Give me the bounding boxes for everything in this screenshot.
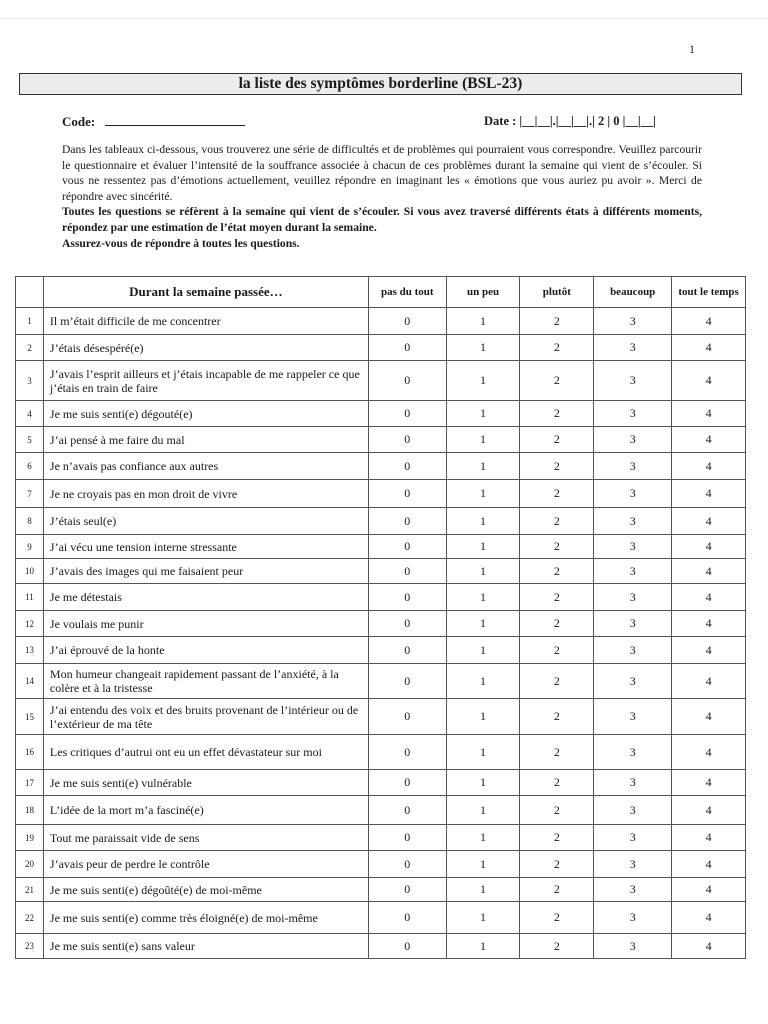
header-scale-0: pas du tout — [368, 277, 446, 308]
rating-option-4[interactable]: 4 — [672, 611, 746, 637]
row-question: J’avais l’esprit ailleurs et j’étais incapable de me rappeler ce que j’étais en train de faire — [43, 361, 368, 401]
table-row — [16, 480, 746, 508]
rating-option-0[interactable]: 0 — [368, 559, 446, 584]
rating-option-2[interactable]: 2 — [520, 535, 594, 559]
rating-option-4[interactable]: 4 — [672, 664, 746, 699]
rating-option-4[interactable]: 4 — [672, 770, 746, 796]
row-question: Je me suis senti(e) vulnérable — [43, 770, 368, 796]
rating-option-4[interactable]: 4 — [672, 335, 746, 361]
rating-option-2[interactable]: 2 — [520, 770, 594, 796]
table-row — [16, 508, 746, 535]
rating-option-4[interactable]: 4 — [672, 699, 746, 735]
rating-option-0[interactable]: 0 — [368, 308, 446, 335]
table-header-row — [16, 277, 746, 308]
row-question: Mon humeur changeait rapidement passant de l’anxiété, à la colère et à la tristesse — [43, 664, 368, 699]
table-row — [16, 934, 746, 959]
row-number: 19 — [16, 825, 44, 851]
rating-option-0[interactable]: 0 — [368, 796, 446, 825]
rating-option-4[interactable]: 4 — [672, 796, 746, 825]
row-question: Je voulais me punir — [43, 611, 368, 637]
header-scale-3: beaucoup — [594, 277, 672, 308]
page-number: 1 — [689, 42, 695, 56]
rating-option-2[interactable]: 2 — [520, 308, 594, 335]
rating-option-4[interactable]: 4 — [672, 480, 746, 508]
rating-option-1[interactable]: 1 — [446, 584, 520, 611]
table-row — [16, 851, 746, 878]
table-row — [16, 453, 746, 480]
rating-option-0[interactable]: 0 — [368, 361, 446, 401]
rating-option-0[interactable]: 0 — [368, 902, 446, 934]
instructions-paragraph: Dans les tableaux ci-dessous, vous trouverez une série de difficultés et de problèmes qui pourraient vous correspondre. Veuillez parcourir le questionnaire et évaluer l’intensité de la souffrance associée à chacun de ces problèmes durant la semaine qui vient de s’écouler. Si vous ne ressentez pas d’émotions actuellement, veuillez répondre en imaginant les « émotions que vous auriez pu avoir ». Merci de répondre avec sincérité. — [62, 143, 702, 203]
rating-option-2[interactable]: 2 — [520, 611, 594, 637]
header-question: Durant la semaine passée… — [43, 277, 368, 308]
rating-option-0[interactable]: 0 — [368, 480, 446, 508]
row-number: 7 — [16, 480, 44, 508]
rating-option-4[interactable]: 4 — [672, 878, 746, 902]
rating-option-1[interactable]: 1 — [446, 878, 520, 902]
rating-option-3[interactable]: 3 — [594, 401, 672, 427]
rating-option-1[interactable]: 1 — [446, 825, 520, 851]
row-question: Je me suis senti(e) dégoûté(e) de moi-même — [43, 878, 368, 902]
rating-option-0[interactable]: 0 — [368, 508, 446, 535]
rating-option-2[interactable]: 2 — [520, 480, 594, 508]
rating-option-3[interactable]: 3 — [594, 335, 672, 361]
rating-option-1[interactable]: 1 — [446, 637, 520, 664]
rating-option-3[interactable]: 3 — [594, 584, 672, 611]
rating-option-2[interactable]: 2 — [520, 361, 594, 401]
rating-option-1[interactable]: 1 — [446, 361, 520, 401]
symptom-table — [15, 276, 746, 959]
rating-option-3[interactable]: 3 — [594, 699, 672, 735]
table-row — [16, 796, 746, 825]
rating-option-1[interactable]: 1 — [446, 851, 520, 878]
row-question: J’étais seul(e) — [43, 508, 368, 535]
rating-option-3[interactable]: 3 — [594, 559, 672, 584]
table-row — [16, 535, 746, 559]
row-question: Je ne croyais pas en mon droit de vivre — [43, 480, 368, 508]
rating-option-3[interactable]: 3 — [594, 735, 672, 770]
rating-option-2[interactable]: 2 — [520, 825, 594, 851]
rating-option-1[interactable]: 1 — [446, 401, 520, 427]
header-scale-1: un peu — [446, 277, 520, 308]
rating-option-0[interactable]: 0 — [368, 934, 446, 959]
row-number: 23 — [16, 934, 44, 959]
code-label: Code: — [62, 114, 96, 129]
table-row — [16, 637, 746, 664]
code-field — [62, 114, 245, 130]
row-number: 17 — [16, 770, 44, 796]
rating-option-1[interactable]: 1 — [446, 308, 520, 335]
row-number: 22 — [16, 902, 44, 934]
rating-option-0[interactable]: 0 — [368, 637, 446, 664]
rating-option-4[interactable]: 4 — [672, 735, 746, 770]
row-number: 9 — [16, 535, 44, 559]
rating-option-3[interactable]: 3 — [594, 934, 672, 959]
rating-option-0[interactable]: 0 — [368, 427, 446, 453]
rating-option-4[interactable]: 4 — [672, 308, 746, 335]
rating-option-4[interactable]: 4 — [672, 584, 746, 611]
rating-option-1[interactable]: 1 — [446, 796, 520, 825]
rating-option-3[interactable]: 3 — [594, 825, 672, 851]
rating-option-0[interactable]: 0 — [368, 335, 446, 361]
table-row — [16, 878, 746, 902]
rating-option-4[interactable]: 4 — [672, 508, 746, 535]
rating-option-2[interactable]: 2 — [520, 902, 594, 934]
row-number: 1 — [16, 308, 44, 335]
rating-option-1[interactable]: 1 — [446, 508, 520, 535]
rating-option-2[interactable]: 2 — [520, 934, 594, 959]
rating-option-4[interactable]: 4 — [672, 401, 746, 427]
rating-option-2[interactable]: 2 — [520, 508, 594, 535]
rating-option-1[interactable]: 1 — [446, 699, 520, 735]
row-number: 3 — [16, 361, 44, 401]
row-number: 2 — [16, 335, 44, 361]
table-row — [16, 584, 746, 611]
row-question: Je me suis senti(e) comme très éloigné(e) de moi-même — [43, 902, 368, 934]
rating-option-4[interactable]: 4 — [672, 825, 746, 851]
header-scale-2: plutôt — [520, 277, 594, 308]
page-title: la liste des symptômes borderline (BSL-23) — [19, 73, 742, 95]
row-number: 8 — [16, 508, 44, 535]
rating-option-4[interactable]: 4 — [672, 559, 746, 584]
rating-option-1[interactable]: 1 — [446, 559, 520, 584]
rating-option-2[interactable]: 2 — [520, 453, 594, 480]
row-number: 21 — [16, 878, 44, 902]
row-number: 10 — [16, 559, 44, 584]
row-number: 12 — [16, 611, 44, 637]
row-number: 5 — [16, 427, 44, 453]
table-row — [16, 308, 746, 335]
row-question: J’avais peur de perdre le contrôle — [43, 851, 368, 878]
rating-option-3[interactable]: 3 — [594, 770, 672, 796]
instructions — [62, 142, 702, 251]
rating-option-0[interactable]: 0 — [368, 699, 446, 735]
rating-option-1[interactable]: 1 — [446, 664, 520, 699]
rating-option-4[interactable]: 4 — [672, 851, 746, 878]
rating-option-2[interactable]: 2 — [520, 796, 594, 825]
date-label: Date : — [484, 114, 517, 128]
rating-option-1[interactable]: 1 — [446, 453, 520, 480]
table-row — [16, 902, 746, 934]
row-question: L’idée de la mort m’a fasciné(e) — [43, 796, 368, 825]
row-question: J’avais des images qui me faisaient peur — [43, 559, 368, 584]
rating-option-0[interactable]: 0 — [368, 851, 446, 878]
row-number: 6 — [16, 453, 44, 480]
rating-option-0[interactable]: 0 — [368, 611, 446, 637]
table-row — [16, 559, 746, 584]
row-number: 14 — [16, 664, 44, 699]
instructions-bold-note: Toutes les questions se réfèrent à la semaine qui vient de s’écouler. Si vous avez traversé différents états à différents moments, répondez par une estimation de l’état moyen durant la semaine. — [62, 205, 702, 234]
rating-option-1[interactable]: 1 — [446, 480, 520, 508]
row-question: Les critiques d’autrui ont eu un effet dévastateur sur moi — [43, 735, 368, 770]
rating-option-3[interactable]: 3 — [594, 508, 672, 535]
rating-option-1[interactable]: 1 — [446, 735, 520, 770]
rating-option-2[interactable]: 2 — [520, 878, 594, 902]
rating-option-1[interactable]: 1 — [446, 902, 520, 934]
row-number: 15 — [16, 699, 44, 735]
rating-option-1[interactable]: 1 — [446, 535, 520, 559]
rating-option-3[interactable]: 3 — [594, 796, 672, 825]
rating-option-3[interactable]: 3 — [594, 453, 672, 480]
header-number-cell — [16, 277, 44, 308]
rating-option-4[interactable]: 4 — [672, 361, 746, 401]
row-question: J’ai vécu une tension interne stressante — [43, 535, 368, 559]
rating-option-3[interactable]: 3 — [594, 535, 672, 559]
row-question: Je n’avais pas confiance aux autres — [43, 453, 368, 480]
table-row — [16, 611, 746, 637]
rating-option-2[interactable]: 2 — [520, 851, 594, 878]
rating-option-1[interactable]: 1 — [446, 934, 520, 959]
rating-option-4[interactable]: 4 — [672, 427, 746, 453]
rating-option-3[interactable]: 3 — [594, 361, 672, 401]
rating-option-0[interactable]: 0 — [368, 770, 446, 796]
row-number: 4 — [16, 401, 44, 427]
rating-option-3[interactable]: 3 — [594, 902, 672, 934]
rating-option-0[interactable]: 0 — [368, 878, 446, 902]
rating-option-2[interactable]: 2 — [520, 584, 594, 611]
rating-option-3[interactable]: 3 — [594, 611, 672, 637]
table-row — [16, 401, 746, 427]
rating-option-2[interactable]: 2 — [520, 335, 594, 361]
header-scale-4: tout le temps — [672, 277, 746, 308]
rating-option-2[interactable]: 2 — [520, 699, 594, 735]
row-question: J’étais désespéré(e) — [43, 335, 368, 361]
rating-option-2[interactable]: 2 — [520, 637, 594, 664]
table-row — [16, 361, 746, 401]
rating-option-0[interactable]: 0 — [368, 825, 446, 851]
row-question: Je me suis senti(e) sans valeur — [43, 934, 368, 959]
rating-option-4[interactable]: 4 — [672, 535, 746, 559]
row-question: Je me détestais — [43, 584, 368, 611]
rating-option-2[interactable]: 2 — [520, 559, 594, 584]
rating-option-0[interactable]: 0 — [368, 664, 446, 699]
row-question: Il m’était difficile de me concentrer — [43, 308, 368, 335]
rating-option-3[interactable]: 3 — [594, 308, 672, 335]
top-divider — [0, 18, 768, 19]
rating-option-1[interactable]: 1 — [446, 335, 520, 361]
rating-option-3[interactable]: 3 — [594, 851, 672, 878]
rating-option-3[interactable]: 3 — [594, 480, 672, 508]
row-number: 20 — [16, 851, 44, 878]
row-question: J’ai pensé à me faire du mal — [43, 427, 368, 453]
rating-option-1[interactable]: 1 — [446, 770, 520, 796]
row-number: 11 — [16, 584, 44, 611]
rating-option-0[interactable]: 0 — [368, 535, 446, 559]
date-blank-boxes[interactable]: |__|__|.|__|__|.| 2 | 0 |__|__| — [519, 114, 656, 128]
rating-option-1[interactable]: 1 — [446, 427, 520, 453]
rating-option-1[interactable]: 1 — [446, 611, 520, 637]
instructions-reminder: Assurez-vous de répondre à toutes les questions. — [62, 236, 300, 250]
rating-option-2[interactable]: 2 — [520, 401, 594, 427]
row-number: 13 — [16, 637, 44, 664]
rating-option-2[interactable]: 2 — [520, 735, 594, 770]
table-row — [16, 735, 746, 770]
row-question: Je me suis senti(e) dégouté(e) — [43, 401, 368, 427]
rating-option-0[interactable]: 0 — [368, 735, 446, 770]
rating-option-3[interactable]: 3 — [594, 664, 672, 699]
rating-option-3[interactable]: 3 — [594, 637, 672, 664]
table-row — [16, 770, 746, 796]
rating-option-4[interactable]: 4 — [672, 453, 746, 480]
table-row — [16, 825, 746, 851]
table-row — [16, 699, 746, 735]
rating-option-0[interactable]: 0 — [368, 401, 446, 427]
table-body — [16, 308, 746, 959]
table-row — [16, 427, 746, 453]
row-number: 18 — [16, 796, 44, 825]
table-row — [16, 335, 746, 361]
rating-option-2[interactable]: 2 — [520, 427, 594, 453]
row-question: Tout me paraissait vide de sens — [43, 825, 368, 851]
rating-option-4[interactable]: 4 — [672, 637, 746, 664]
row-question: J’ai entendu des voix et des bruits provenant de l’intérieur ou de l’extérieur de ma tête — [43, 699, 368, 735]
rating-option-3[interactable]: 3 — [594, 427, 672, 453]
table-row — [16, 664, 746, 699]
row-number: 16 — [16, 735, 44, 770]
rating-option-0[interactable]: 0 — [368, 584, 446, 611]
rating-option-4[interactable]: 4 — [672, 902, 746, 934]
rating-option-2[interactable]: 2 — [520, 664, 594, 699]
date-field — [484, 114, 656, 129]
rating-option-4[interactable]: 4 — [672, 934, 746, 959]
row-question: J’ai éprouvé de la honte — [43, 637, 368, 664]
code-blank-line[interactable] — [105, 114, 245, 126]
rating-option-3[interactable]: 3 — [594, 878, 672, 902]
rating-option-0[interactable]: 0 — [368, 453, 446, 480]
